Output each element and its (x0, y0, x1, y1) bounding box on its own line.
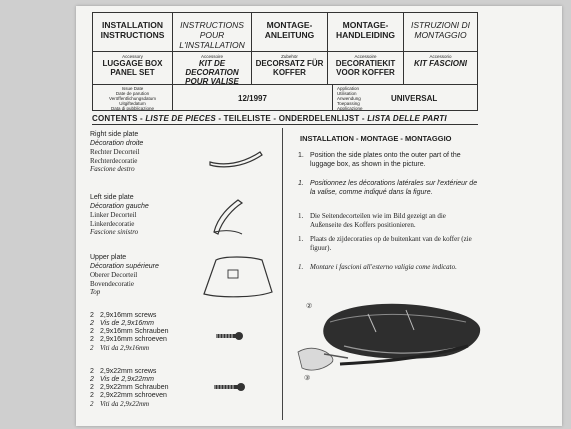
screw-set-22mm: 2 2,9x22mm screws 2 Vis de 2,9x22mm 2 2,9x22mm Schrauben 2 2,9x22mm schroeven 2 Viti da 2,9x22mm (90, 368, 169, 408)
title-row (93, 13, 477, 52)
date-row (93, 84, 477, 111)
title-fr: INSTRUCTIONS POUR L'INSTALLATION (173, 13, 252, 51)
application-value: UNIVERSAL (391, 94, 438, 103)
application-labels: Application Utilisation Anwendung Toepassing Applicazione (337, 86, 363, 111)
installation-title: INSTALLATION - MONTAGE - MONTAGGIO (300, 134, 452, 143)
installation-figure (296, 288, 486, 388)
step-en: 1. Position the side plates onto the outer part of the luggage box, as shown in the picture. (298, 152, 461, 168)
column-divider (282, 128, 283, 420)
part-right-plate: Right side plate Décoration droite Rechter Decorteil Rechterdecoratie Fascione destro (90, 131, 144, 173)
screw-16mm-icon (214, 331, 244, 341)
right-plate-drawing (206, 146, 266, 170)
issue-date: 12/1997 (173, 84, 333, 111)
step-de: 1. Die Seitendecorteilen wie im Bild gezeigt an die Außenseite des Koffers positionieren. (298, 212, 446, 229)
step-fr: 1. Positionnez les décorations latérales sur l'extérieur de la valise, comme indiqué dans la figure. (298, 180, 478, 196)
screw-set-16mm: 2 2,9x16mm screws 2 Vis de 2,9x16mm 2 2,9x16mm Schrauben 2 2,9x16mm schroeven 2 Viti da 2,9x16mm (90, 312, 169, 352)
figure-label-2: ② (306, 303, 313, 310)
title-en: INSTALLATION INSTRUCTIONS (93, 13, 173, 51)
product-row (93, 51, 477, 85)
contents-heading: CONTENTS - LISTE DE PIECES - TEILELISTE - ONDERDELENLIJST - LISTA DELLE PARTI (92, 114, 447, 123)
screw-22mm-icon (212, 382, 246, 392)
product-nl: Accessoire DECORATIEKIT VOOR KOFFER (328, 51, 404, 84)
upper-plate-drawing (196, 252, 276, 300)
left-plate-drawing (208, 196, 252, 240)
step-nl: 1. Plaats de zijdecoraties op de buitenkant van de koffer (zie figuur). (298, 235, 472, 252)
title-de: MONTAGE- ANLEITUNG (252, 13, 328, 51)
issue-date-labels: Issue Date Date de parution Veröffentlichungsdatum Uitgiftedatum Data di pubblicazione (93, 84, 173, 111)
product-fr: Accessoire KIT DE DECORATION POUR VALISE (173, 51, 252, 84)
header-table (92, 12, 478, 111)
title-nl: MONTAGE- HANDLEIDING (328, 13, 404, 51)
step-it: 1. Montare i fascioni all'esterno valigia come indicato. (298, 263, 457, 271)
product-de: Zubehör DECORSATZ FÜR KOFFER (252, 51, 328, 84)
product-en: Accessory LUGGAGE BOX PANEL SET (93, 51, 173, 84)
title-it: ISTRUZIONI DI MONTAGGIO (410, 20, 471, 40)
product-it: Accessorio KIT FASCIONI (414, 54, 467, 68)
figure-label-3: ③ (304, 375, 311, 382)
part-upper-plate: Upper plate Décoration supérieure Oberer Decorteil Bovendecoratie Top (90, 254, 159, 296)
part-left-plate: Left side plate Décoration gauche Linker Decorteil Linkerdecoratie Fascione sinistro (90, 194, 149, 236)
divider (92, 124, 478, 125)
